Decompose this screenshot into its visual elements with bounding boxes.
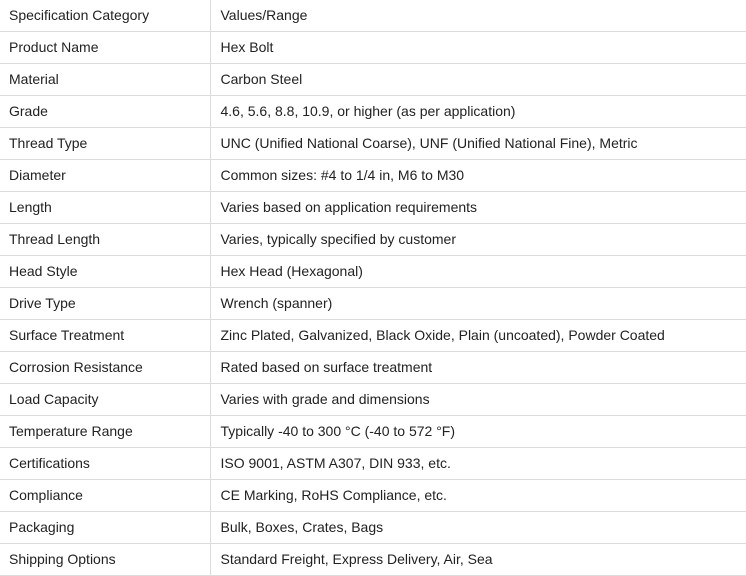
category-cell: Product Name <box>0 32 210 64</box>
table-row <box>0 416 746 448</box>
table-row <box>0 448 746 480</box>
table-row <box>0 96 746 128</box>
table-row <box>0 320 746 352</box>
value-cell: Standard Freight, Express Delivery, Air, Sea <box>210 544 746 576</box>
value-cell: CE Marking, RoHS Compliance, etc. <box>210 480 746 512</box>
value-cell: 4.6, 5.6, 8.8, 10.9, or higher (as per application) <box>210 96 746 128</box>
table-row <box>0 32 746 64</box>
category-cell: Load Capacity <box>0 384 210 416</box>
table-row <box>0 352 746 384</box>
table-row <box>0 160 746 192</box>
table-row <box>0 128 746 160</box>
category-cell: Thread Type <box>0 128 210 160</box>
category-cell: Temperature Range <box>0 416 210 448</box>
header-category-cell: Specification Category <box>0 0 210 32</box>
category-cell: Thread Length <box>0 224 210 256</box>
category-cell: Corrosion Resistance <box>0 352 210 384</box>
category-cell: Surface Treatment <box>0 320 210 352</box>
header-value-cell: Values/Range <box>210 0 746 32</box>
table-row <box>0 480 746 512</box>
value-cell: Zinc Plated, Galvanized, Black Oxide, Plain (uncoated), Powder Coated <box>210 320 746 352</box>
value-cell: Hex Bolt <box>210 32 746 64</box>
category-cell: Packaging <box>0 512 210 544</box>
value-cell: Typically -40 to 300 °C (-40 to 572 °F) <box>210 416 746 448</box>
value-cell: Varies based on application requirements <box>210 192 746 224</box>
table-row <box>0 64 746 96</box>
value-cell: Bulk, Boxes, Crates, Bags <box>210 512 746 544</box>
value-cell: Rated based on surface treatment <box>210 352 746 384</box>
value-cell: Common sizes: #4 to 1/4 in, M6 to M30 <box>210 160 746 192</box>
category-cell: Grade <box>0 96 210 128</box>
value-cell: ISO 9001, ASTM A307, DIN 933, etc. <box>210 448 746 480</box>
table-row <box>0 288 746 320</box>
category-cell: Certifications <box>0 448 210 480</box>
category-cell: Material <box>0 64 210 96</box>
table-header-row <box>0 0 746 32</box>
category-cell: Compliance <box>0 480 210 512</box>
table-row <box>0 544 746 576</box>
value-cell: Varies with grade and dimensions <box>210 384 746 416</box>
table-row <box>0 384 746 416</box>
table-row <box>0 224 746 256</box>
value-cell: Hex Head (Hexagonal) <box>210 256 746 288</box>
table-row <box>0 256 746 288</box>
value-cell: Wrench (spanner) <box>210 288 746 320</box>
value-cell: Varies, typically specified by customer <box>210 224 746 256</box>
category-cell: Drive Type <box>0 288 210 320</box>
table-row <box>0 192 746 224</box>
category-cell: Diameter <box>0 160 210 192</box>
category-cell: Shipping Options <box>0 544 210 576</box>
value-cell: Carbon Steel <box>210 64 746 96</box>
category-cell: Length <box>0 192 210 224</box>
value-cell: UNC (Unified National Coarse), UNF (Unified National Fine), Metric <box>210 128 746 160</box>
category-cell: Head Style <box>0 256 210 288</box>
table-row <box>0 512 746 544</box>
